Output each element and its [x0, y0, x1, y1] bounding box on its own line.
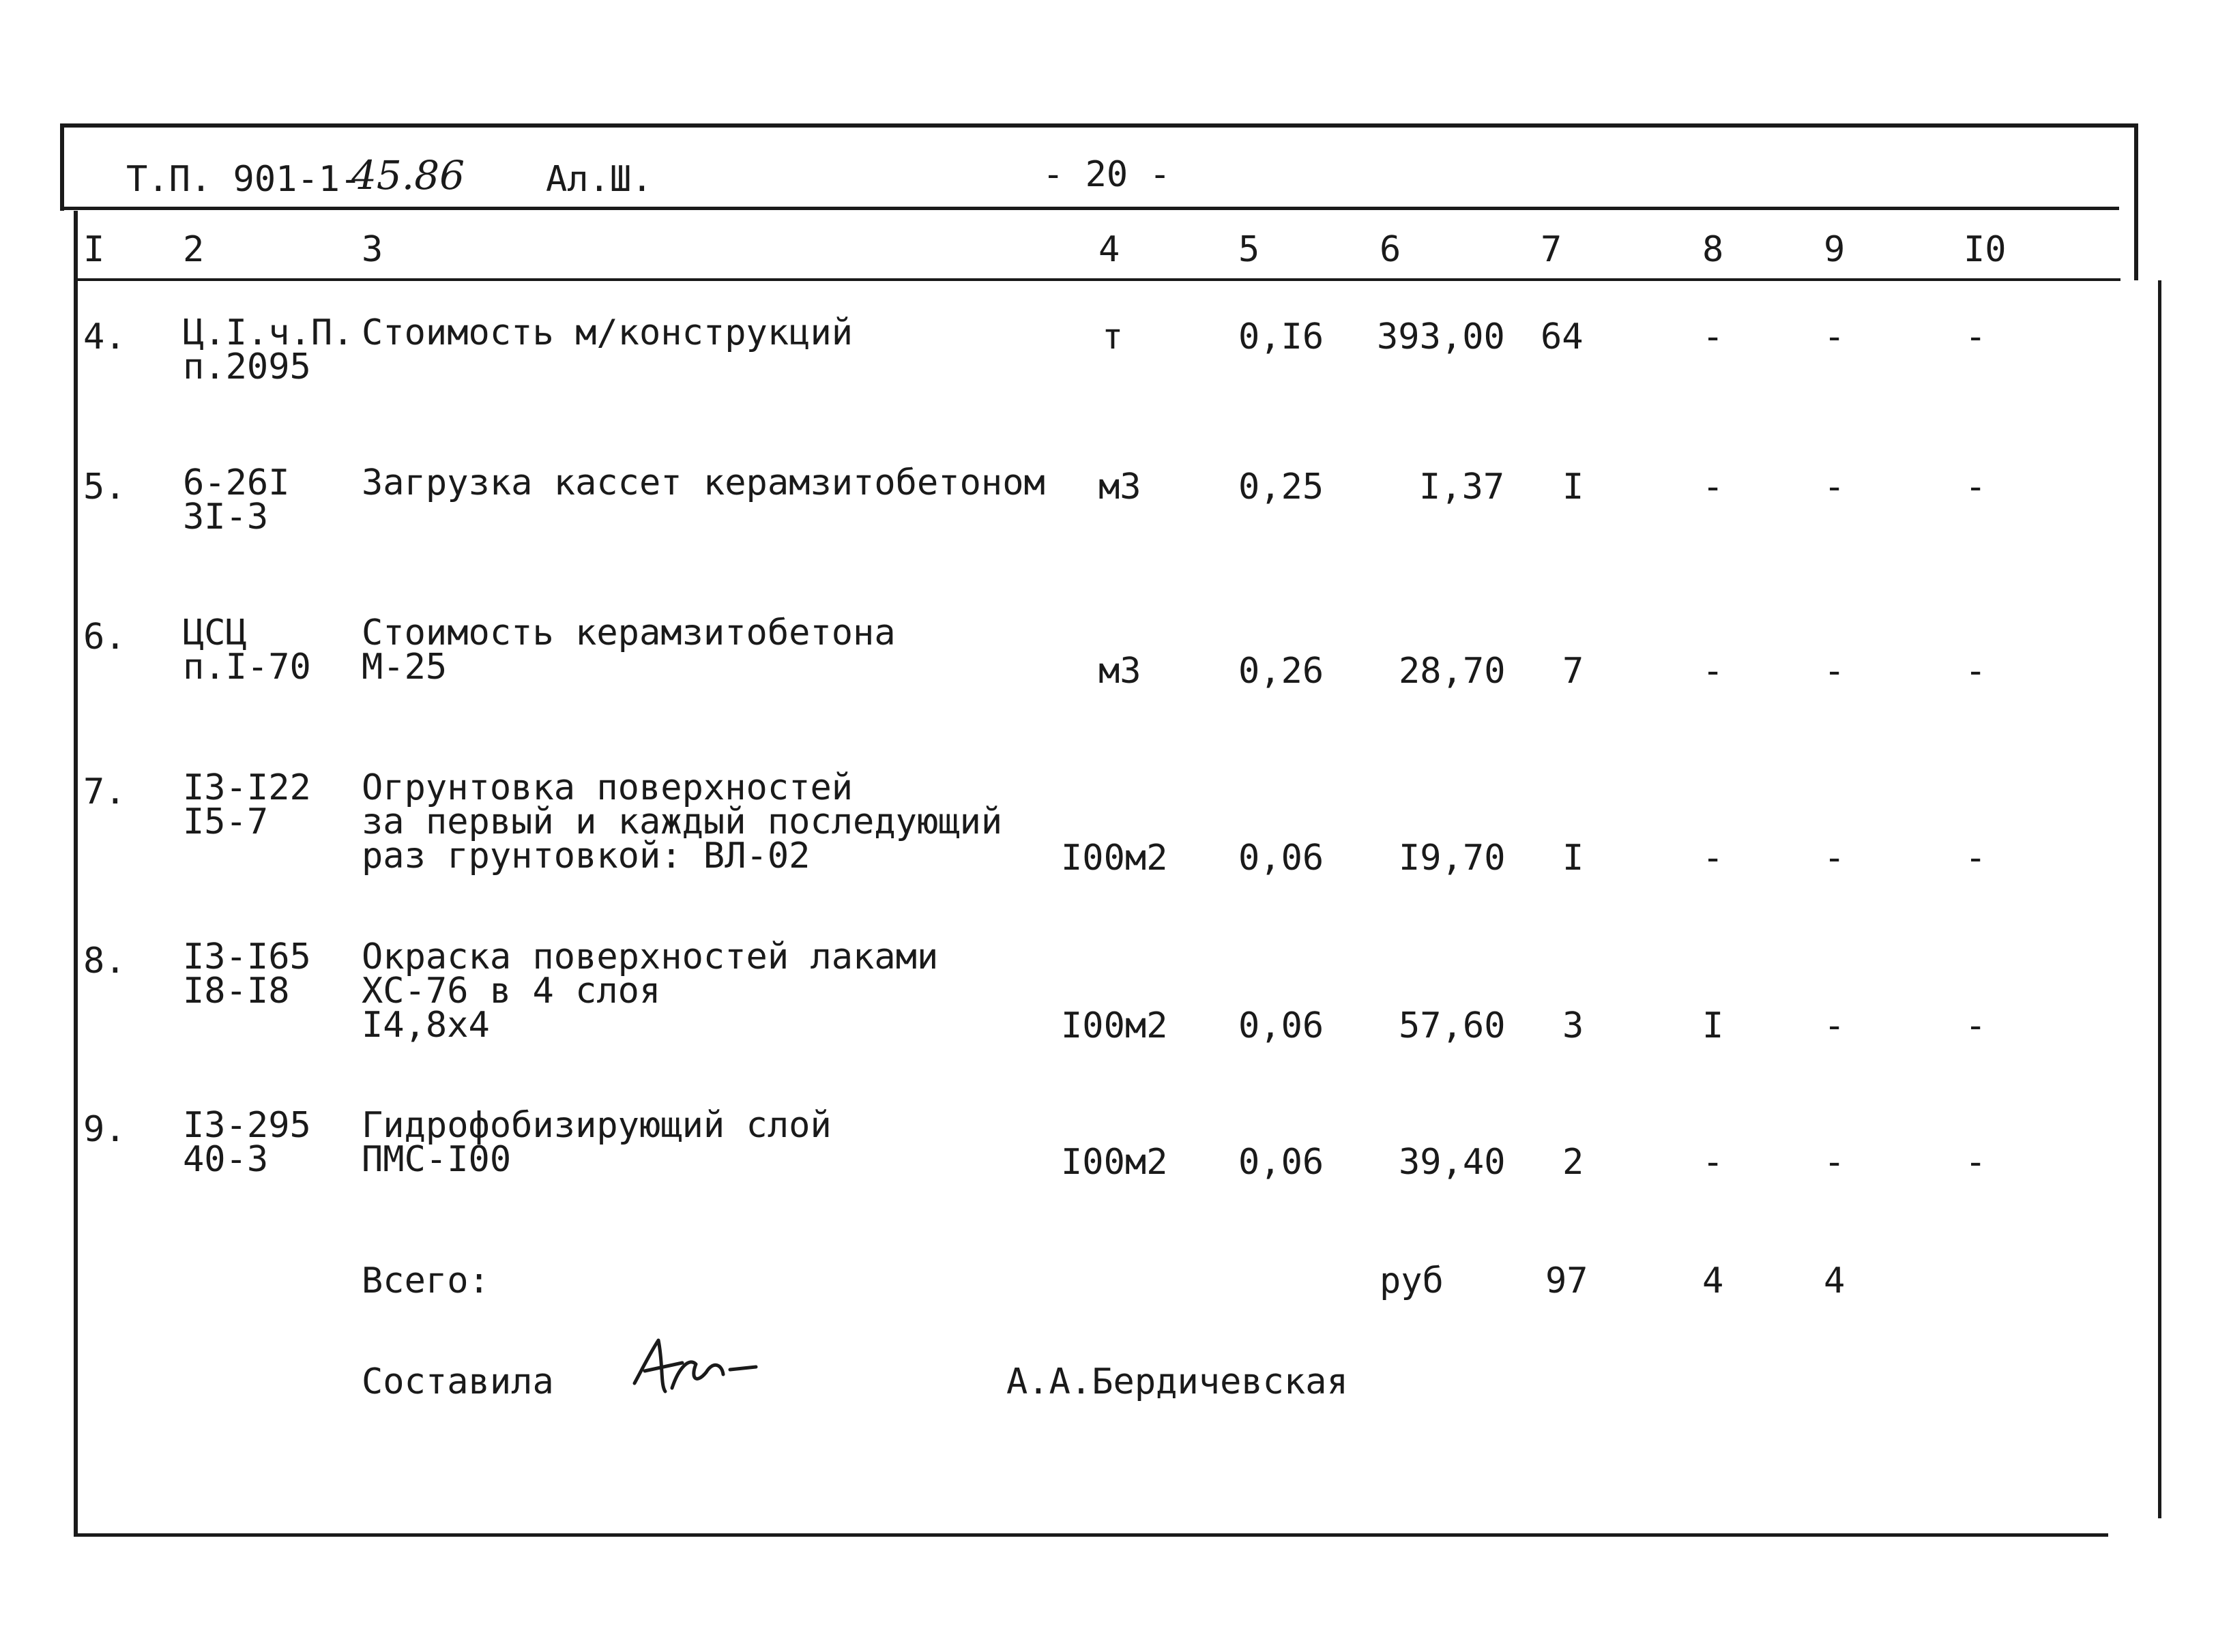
column-number-6: 6 [1380, 229, 1401, 270]
table-row-unit: I00м2 [1061, 838, 1168, 879]
table-row-total: 64 [1541, 316, 1584, 357]
table-row-col10: - [1965, 1142, 1987, 1183]
table-row-number: 4. [83, 316, 126, 357]
table-row-code: ЦСЦ п.I-70 [183, 613, 311, 688]
column-number-2: 2 [183, 229, 205, 270]
table-row-number: 7. [83, 771, 126, 812]
table-row-unit: I00м2 [1061, 1142, 1168, 1183]
table-row-description: Загрузка кассет керамзитобетоном [362, 462, 1045, 503]
table-row-quantity: 0,25 [1238, 467, 1324, 507]
table-row-quantity: 0,06 [1238, 838, 1324, 879]
table-row-total: 2 [1562, 1142, 1584, 1183]
table-row-total: 3 [1562, 1005, 1584, 1046]
column-number-1: I [83, 229, 105, 270]
totals-col8: 4 [1702, 1260, 1724, 1301]
table-row-total: 7 [1562, 651, 1584, 692]
table-row-col10: - [1965, 838, 1987, 879]
table-row-unit: м3 [1098, 467, 1141, 507]
table-row-code: Ц.I.ч.П. п.2095 [183, 312, 354, 387]
document-code: Т.П. 901-1- [126, 159, 362, 200]
table-row-quantity: 0,I6 [1238, 316, 1324, 357]
table-row-col9: - [1824, 1005, 1846, 1046]
table-row-number: 6. [83, 617, 126, 658]
table-row-quantity: 0,26 [1238, 651, 1324, 692]
signature-label: Составила [362, 1361, 554, 1402]
table-row-price: I9,70 [1399, 838, 1506, 879]
table-row-col10: - [1965, 651, 1987, 692]
table-row-total: I [1562, 467, 1584, 507]
table-row-col8: I [1702, 1005, 1724, 1046]
table-row-code: I3-I65 I8-I8 [183, 936, 311, 1012]
totals-label: Всего: [362, 1260, 490, 1301]
table-row-col9: - [1824, 838, 1846, 879]
table-row-code: I3-I22 I5-7 [183, 767, 311, 842]
table-row-col10: - [1965, 316, 1987, 357]
table-row-price: 39,40 [1399, 1142, 1506, 1183]
table-row-number: 9. [83, 1109, 126, 1150]
table-row-col9: - [1824, 467, 1846, 507]
column-number-3: 3 [362, 229, 383, 270]
table-row-col8: - [1702, 316, 1724, 357]
column-number-5: 5 [1238, 229, 1260, 270]
album-number: Ал.Ш. [546, 159, 653, 200]
totals-unit: руб [1380, 1260, 1444, 1301]
table-row-col8: - [1702, 838, 1724, 879]
table-row-col9: - [1824, 316, 1846, 357]
table-row-description: Гидрофобизирующий слой ПМС-I00 [362, 1105, 832, 1180]
table-row-col10: - [1965, 467, 1987, 507]
totals-col7: 97 [1545, 1260, 1588, 1301]
table-row-number: 5. [83, 467, 126, 507]
table-row-code: 6-26I 3I-3 [183, 462, 290, 537]
column-number-4: 4 [1098, 229, 1120, 270]
signature-name: А.А.Бердичевская [1006, 1361, 1348, 1402]
table-row-description: Огрунтовка поверхностей за первый и каждый последующий раз грунтовкой: ВЛ-02 [362, 767, 1003, 876]
column-number-7: 7 [1541, 229, 1562, 270]
column-number-8: 8 [1702, 229, 1724, 270]
table-row-col8: - [1702, 651, 1724, 692]
table-row-price: 28,70 [1399, 651, 1506, 692]
table-row-code: I3-295 40-3 [183, 1105, 311, 1180]
document-code-handwritten: 45.86 [351, 152, 465, 198]
table-row-total: I [1562, 838, 1584, 879]
table-row-unit: м3 [1098, 651, 1141, 692]
table-row-quantity: 0,06 [1238, 1005, 1324, 1046]
table-row-description: Стоимость м/конструкций [362, 312, 854, 353]
page-number: - 20 - [1043, 154, 1171, 195]
column-number-10: I0 [1964, 229, 2007, 270]
table-row-unit: т [1102, 316, 1124, 357]
table-row-col8: - [1702, 467, 1724, 507]
table-row-number: 8. [83, 941, 126, 982]
table-row-price: 393,00 [1377, 316, 1505, 357]
table-row-description: Окраска поверхностей лаками ХС-76 в 4 слоя I4,8х4 [362, 936, 939, 1046]
table-row-col9: - [1824, 651, 1846, 692]
column-number-9: 9 [1824, 229, 1846, 270]
table-row-price: 57,60 [1399, 1005, 1506, 1046]
table-row-description: Стоимость керамзитобетона М-25 [362, 613, 896, 688]
table-row-col8: - [1702, 1142, 1724, 1183]
table-row-quantity: 0,06 [1238, 1142, 1324, 1183]
totals-col9: 4 [1824, 1260, 1846, 1301]
table-row-col10: - [1965, 1005, 1987, 1046]
table-row-unit: I00м2 [1061, 1005, 1168, 1046]
table-row-col9: - [1824, 1142, 1846, 1183]
table-row-price: I,37 [1419, 467, 1505, 507]
